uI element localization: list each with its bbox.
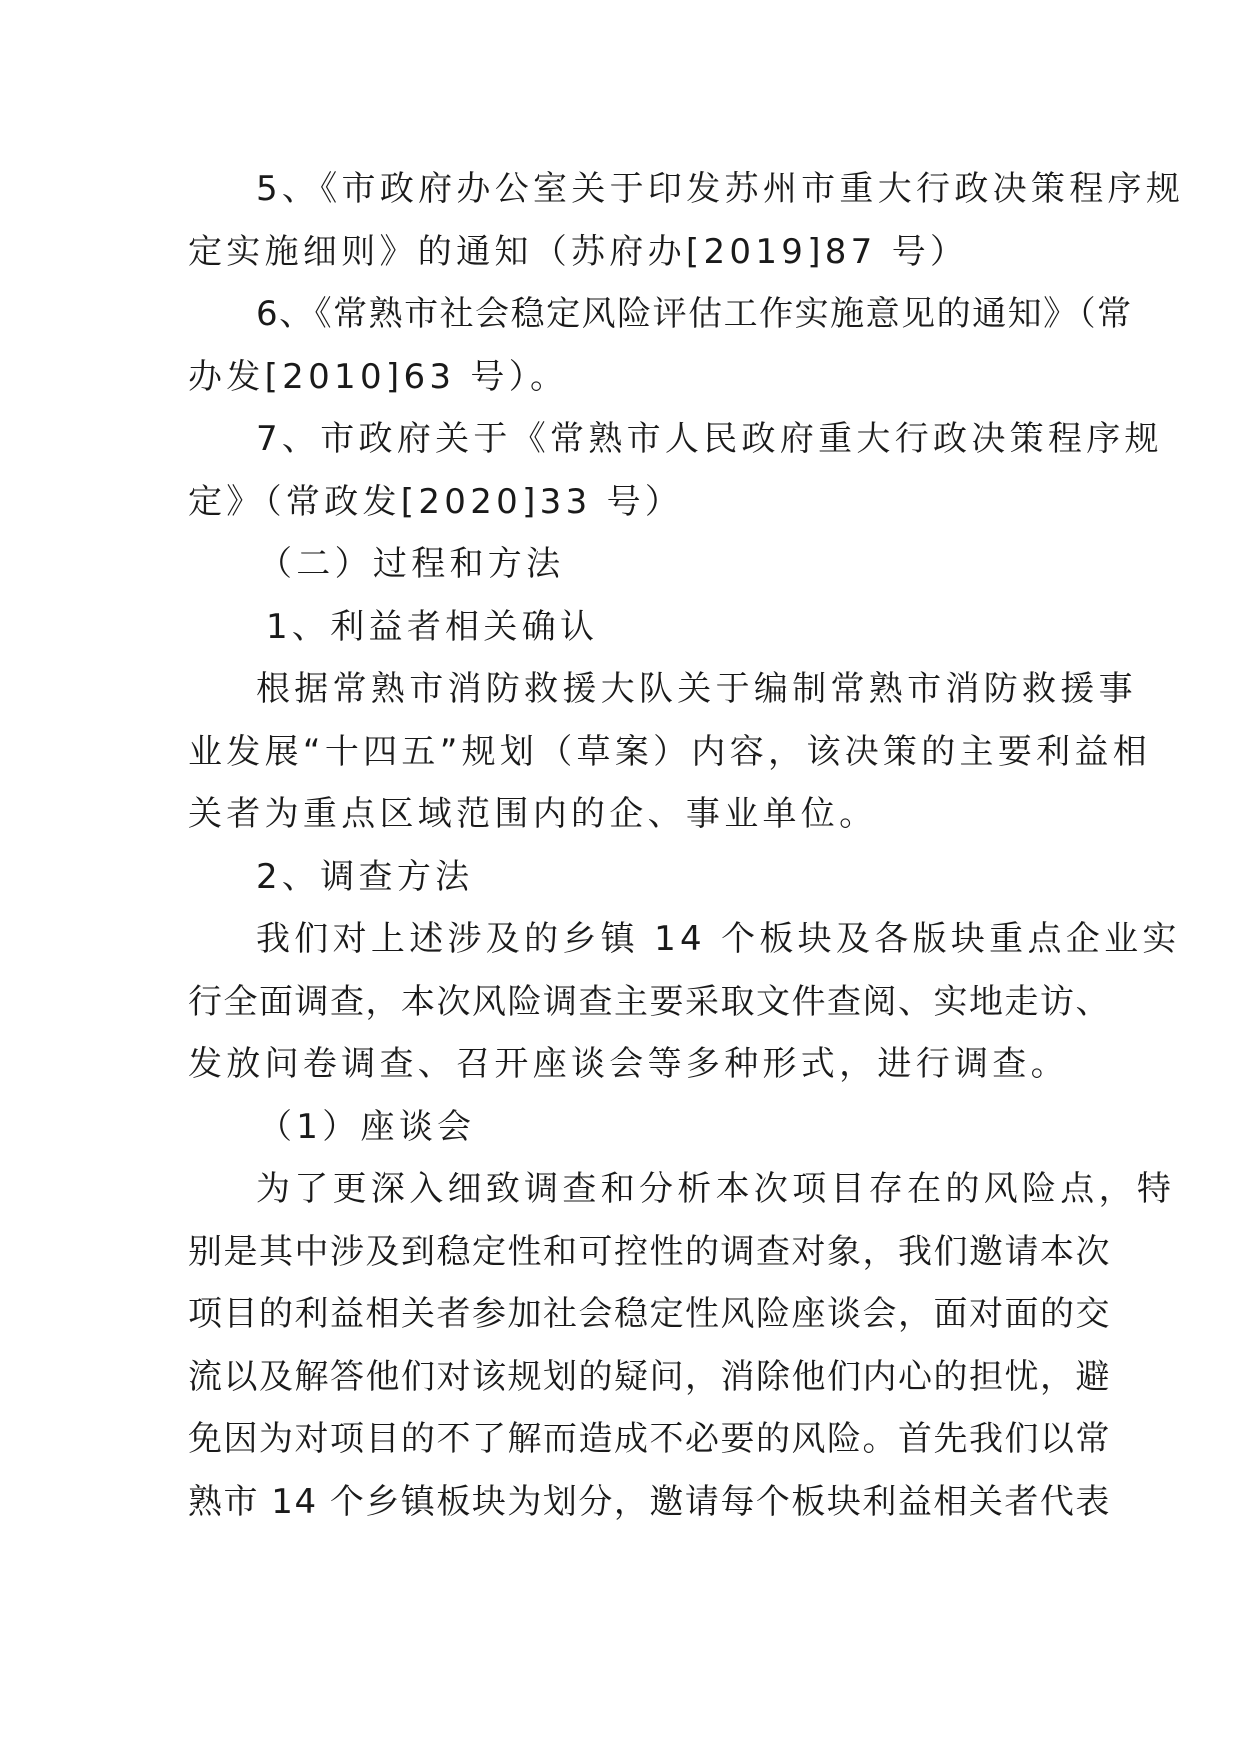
paragraph-3-line-5: 免因为对项目的不了解而造成不必要的风险。首先我们以常: [188, 1419, 1111, 1459]
paragraph-3-line-4: 流以及解答他们对该规划的疑问，消除他们内心的担忧，避: [188, 1356, 1111, 1397]
subsection-heading-1: 1、利益者相关确认: [266, 606, 599, 647]
paragraph-1-line-1: 根据常熟市消防救援大队关于编制常熟市消防救援事: [256, 669, 1137, 709]
ref-item-7-line-2: 定》（常政发[2020]33 号）: [188, 481, 684, 522]
paragraph-1-line-2: 业发展“十四五”规划（草案）内容，该决策的主要利益相: [188, 731, 1152, 772]
section-heading: （二）过程和方法: [258, 544, 565, 584]
paragraph-3-line-6: 熟市 14 个乡镇板块为划分，邀请每个板块利益相关者代表: [188, 1481, 1111, 1522]
document-body: [188, 158, 1185, 1533]
paragraph-2-line-3: 发放问卷调查、召开座谈会等多种形式，进行调查。: [188, 1044, 1069, 1084]
paragraph-3-line-3: 项目的利益相关者参加社会稳定性风险座谈会，面对面的交: [188, 1294, 1111, 1334]
paragraph-3-line-2: 别是其中涉及到稳定性和可控性的调查对象，我们邀请本次: [188, 1231, 1111, 1272]
subsection-heading-3: （1）座谈会: [258, 1106, 476, 1147]
ref-item-7-line-1: 7、市政府关于《常熟市人民政府重大行政决策程序规: [256, 419, 1163, 459]
ref-item-5-line-1: 5、《市政府办公室关于印发苏州市重大行政决策程序规: [256, 169, 1185, 209]
paragraph-1-line-3: 关者为重点区域范围内的企、事业单位。: [188, 794, 878, 834]
ref-item-5-line-2: 定实施细则》的通知（苏府办[2019]87 号）: [188, 231, 969, 272]
paragraph-2-line-1: 我们对上述涉及的乡镇 14 个板块及各版块重点企业实: [256, 919, 1181, 959]
paragraph-3-line-1: 为了更深入细致调查和分析本次项目存在的风险点，特: [256, 1169, 1176, 1209]
ref-item-6-line-1: 6、《常熟市社会稳定风险评估工作实施意见的通知》（常: [256, 294, 1133, 334]
ref-item-6-line-2: 办发[2010]63 号）。: [188, 356, 569, 397]
subsection-heading-2: 2、调查方法: [256, 856, 474, 897]
paragraph-2-line-2: 行全面调查，本次风险调查主要采取文件查阅、实地走访、: [188, 981, 1111, 1022]
